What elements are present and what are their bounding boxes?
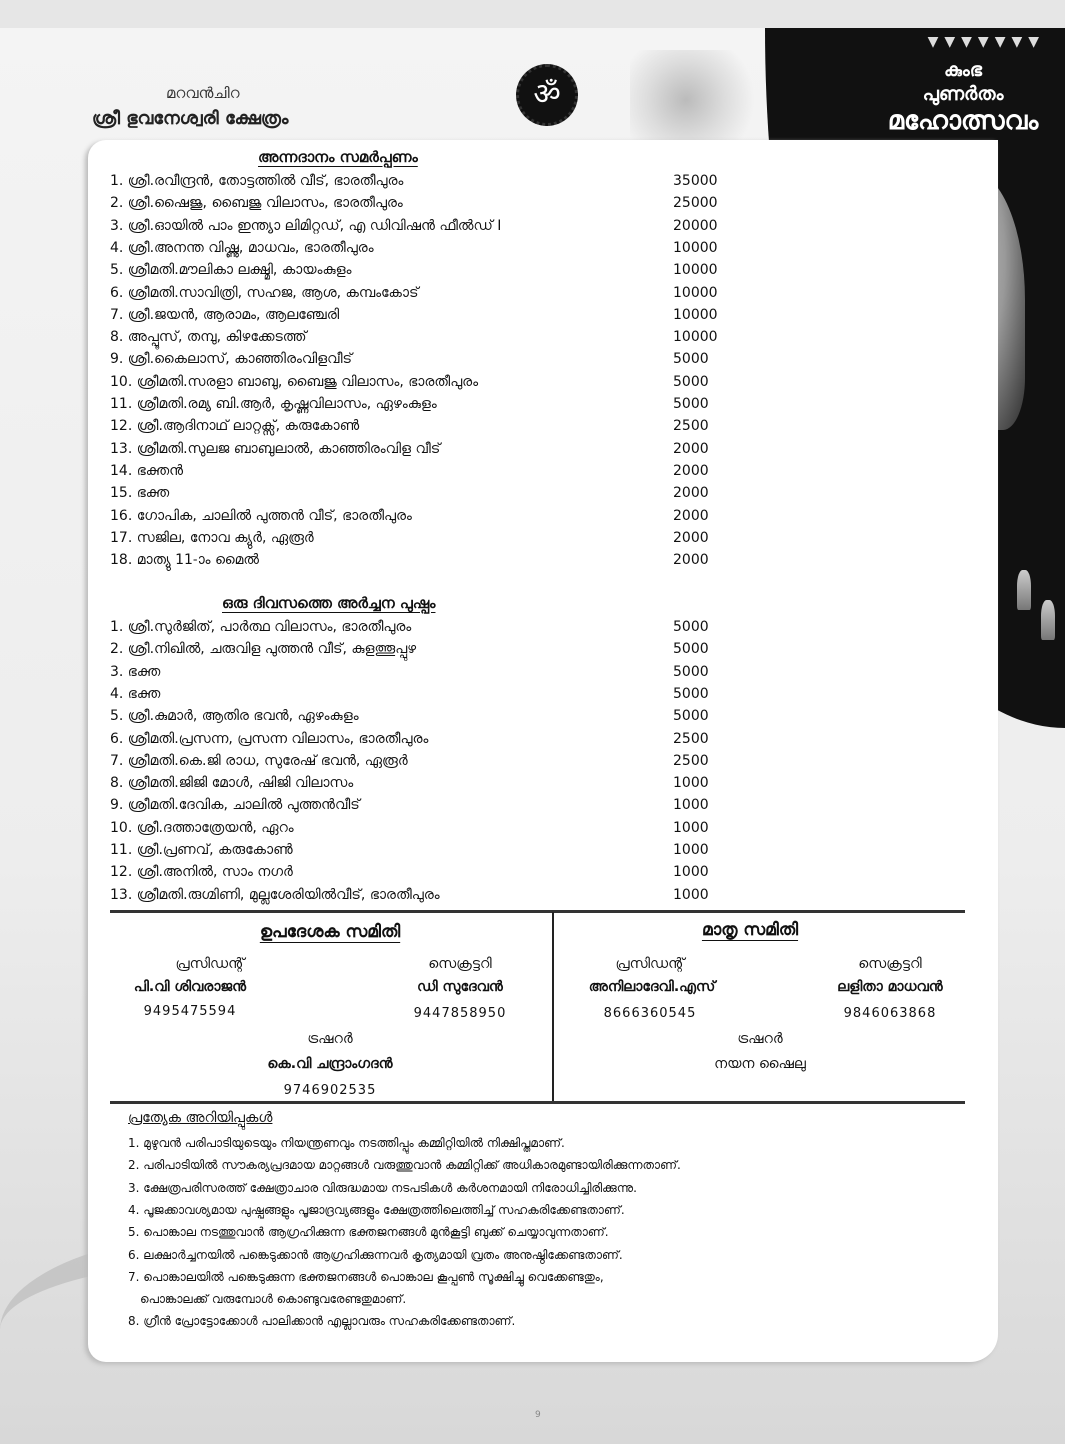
donation-amount: 5000	[673, 619, 709, 635]
list-item	[110, 192, 730, 214]
list-item	[110, 215, 730, 237]
notices-title: പ്രത്യേക അറിയിപ്പുകൾ	[128, 1110, 273, 1126]
notice-item: 1. മുഴുവൻ പരിപാടിയുടെയും നിയന്ത്രണവും നടത്തിപ്പും കമ്മിറ്റിയിൽ നിക്ഷിപ്തമാണ്.	[128, 1136, 565, 1150]
donation-amount: 2000	[673, 552, 709, 569]
donation-amount: 1000	[673, 775, 709, 792]
donor-name: 17. സജില, നോവ ക്യുർ, ഏരൂർ	[110, 529, 314, 546]
list-item	[110, 505, 730, 527]
secretary-name: ലളിതാ മാധവൻ	[837, 979, 943, 995]
donation-amount: 1000	[673, 819, 709, 836]
donation-amount: 10000	[673, 329, 718, 346]
donor-name: 2. ശ്രീ.നിഖിൽ, ചരുവിള പുത്തൻ വീട്, കുളത്തൂപ്പുഴ	[110, 641, 417, 658]
list-item	[110, 616, 730, 638]
treasurer-phone: 9746902535	[283, 1083, 377, 1098]
donor-name: 11. ശ്രീ.പ്രണവ്, കരുകോൺ	[110, 842, 293, 858]
donor-name: 5. ശ്രീമതി.മൗലികാ ലക്ഷ്മി, കായംകുളം	[110, 262, 352, 279]
list-item	[110, 750, 730, 772]
donor-name: 10. ശ്രീ.ദത്താത്രേയൻ, ഏറം	[110, 819, 294, 836]
donation-amount: 2000	[673, 462, 709, 479]
donor-name: 7. ശ്രീമതി.കെ.ജി രാധ, സുരേഷ് ഭവൻ, ഏരൂർ	[110, 752, 408, 769]
secretary-label: സെക്രട്ടറി	[428, 956, 492, 972]
donation-amount: 2500	[673, 730, 709, 747]
president-label: പ്രസിഡന്റ്	[175, 956, 245, 972]
president-label: പ്രസിഡന്റ്	[615, 956, 685, 972]
list-item	[110, 304, 730, 326]
donor-name: 3. ശ്രീ.ഓയിൽ പാം ഇന്ത്യാ ലിമിറ്റഡ്, എ ഡിവിഷൻ ഫീൽഡ് I	[110, 217, 502, 234]
list-item	[110, 460, 730, 482]
donation-amount: 2500	[673, 752, 709, 769]
donation-amount: 2000	[673, 440, 709, 457]
notice-item: പൊങ്കാലക്ക് വരുമ്പോൾ കൊണ്ടുവരേണ്ടതുമാണ്.	[140, 1292, 407, 1307]
donation-amount: 5000	[673, 373, 709, 390]
page-number: 9	[535, 1410, 541, 1420]
list-item	[110, 348, 730, 370]
treasurer-name: നയന ഷൈലു	[714, 1056, 806, 1072]
festival-line-3: മഹോത്സവം	[887, 106, 1039, 136]
notice-item: 5. പൊങ്കാല നടത്തുവാൻ ആഗ്രഹിക്കുന്ന ഭക്തജനങ്ങൾ മുൻകൂട്ടി ബുക്ക് ചെയ്യാവുന്നതാണ്.	[128, 1225, 609, 1240]
donation-amount: 1000	[673, 886, 709, 903]
donor-name: 13. ശ്രീമതി.സുലജ ബാബുലാൽ, കാഞ്ഞിരംവിള വീട്	[110, 440, 441, 457]
festival-title	[873, 58, 1053, 136]
donor-name: 14. ഭക്തൻ	[110, 462, 184, 479]
donor-name: 1. ശ്രീ.സുർജിത്, പാർത്ഥ വിലാസം, ഭാരതീപുരം	[110, 619, 412, 635]
list-item	[110, 371, 730, 393]
donor-name: 6. ശ്രീമതി.പ്രസന്ന, പ്രസന്ന വിലാസം, ഭാരതീപുരം	[110, 730, 429, 747]
list-item	[110, 728, 730, 750]
committee-title: ഉപദേശക സമിതി	[259, 922, 401, 942]
annadanam-title: അന്നദാനം സമർപ്പണം	[258, 148, 418, 166]
donor-name: 8. അപ്പൂസ്, തമ്പു, കിഴക്കേടത്ത്	[110, 329, 307, 346]
donation-amount: 10000	[673, 239, 718, 256]
donation-amount: 10000	[673, 262, 718, 279]
donor-name: 8. ശ്രീമതി.ജിജി മോൾ, ഷിജി വിലാസം	[110, 775, 354, 792]
archana-title: ഒരു ദിവസത്തെ അർച്ചന പുഷ്പം	[222, 594, 436, 612]
donation-amount: 35000	[673, 173, 718, 189]
donation-amount: 2000	[673, 507, 709, 524]
list-item	[110, 661, 730, 683]
list-item	[110, 817, 730, 839]
notice-item: 8. ഗ്രീൻ പ്രോട്ടോക്കോൾ പാലിക്കാൻ എല്ലാവരും സഹകരിക്കേണ്ടതാണ്.	[128, 1314, 516, 1329]
president-phone: 9495475594	[143, 1004, 237, 1019]
list-item	[110, 683, 730, 705]
treasurer-label: ട്രഷറർ	[737, 1031, 783, 1047]
donation-amount: 5000	[673, 641, 709, 658]
donation-amount: 5000	[673, 685, 709, 702]
donor-name: 16. ഗോപിക, ചാലിൽ പുത്തൻ വീട്, ഭാരതീപുരം	[110, 507, 412, 524]
donor-name: 4. ഭക്ത	[110, 685, 161, 702]
donation-amount: 5000	[673, 708, 709, 725]
donation-amount: 5000	[673, 351, 709, 368]
donation-amount: 5000	[673, 663, 709, 680]
list-item	[110, 527, 730, 549]
list-item	[110, 884, 730, 906]
list-item	[110, 861, 730, 883]
donor-name: 12. ശ്രീ.അനിൽ, സാം നഗർ	[110, 864, 293, 881]
donor-name: 1. ശ്രീ.രവീന്ദ്രൻ, തോട്ടത്തിൽ വീട്, ഭാരതീപുരം	[110, 173, 404, 189]
donation-amount: 10000	[673, 284, 718, 301]
list-item	[110, 282, 730, 304]
donation-amount: 5000	[673, 396, 709, 412]
list-item	[110, 170, 730, 192]
secretary-name: ഡി സുദേവൻ	[417, 979, 503, 995]
donation-amount: 20000	[673, 217, 718, 234]
notice-item: 6. ലക്ഷാർച്ചനയിൽ പങ്കെടുക്കാൻ ആഗ്രഹിക്കുന്നവർ കൃത്യമായി വ്രതം അനുഷ്ഠിക്കേണ്ടതാണ്.	[128, 1247, 623, 1262]
president-name: അനിലാദേവി.എസ്	[588, 979, 716, 995]
donor-name: 7. ശ്രീ.ജയൻ, ആരാമം, ആലഞ്ചേരി	[110, 306, 340, 323]
donor-name: 4. ശ്രീ.അനന്ത വിഷ്ണു, മാധവം, ഭാരതീപുരം	[110, 239, 374, 256]
list-item	[110, 638, 730, 660]
list-item	[110, 415, 730, 437]
donor-name: 15. ഭക്ത	[110, 485, 170, 502]
notice-item: 4. പൂജക്കാവശ്യമായ പുഷ്പങ്ങളും പൂജാദ്രവ്യങ്ങളും ക്ഷേത്രത്തിലെത്തിച്ച് സഹകരിക്കേണ്ടതാണ്.	[128, 1202, 625, 1217]
donor-name: 6. ശ്രീമതി.സാവിത്രി, സഹജ, ആശ, കമ്പംകോട്	[110, 284, 419, 301]
donor-name: 13. ശ്രീമതി.രുഗ്മിണി, മുല്ലശേരിയിൽവീട്, ഭാരതീപുരം	[110, 886, 440, 903]
donor-name: 3. ഭക്ത	[110, 663, 161, 680]
temple-place: മറവൻചിറ	[166, 84, 240, 102]
divider	[110, 1101, 965, 1104]
secretary-phone: 9846063868	[843, 1006, 937, 1021]
donation-amount: 25000	[673, 195, 718, 212]
donation-amount: 1000	[673, 864, 709, 881]
donation-amount: 2000	[673, 529, 709, 546]
secretary-phone: 9447858950	[413, 1006, 507, 1021]
list-item	[110, 772, 730, 794]
donation-amount: 2000	[673, 485, 709, 502]
list-item	[110, 482, 730, 504]
donation-amount: 1000	[673, 842, 709, 858]
donor-name: 9. ശ്രീ.കൈലാസ്, കാഞ്ഞിരംവിളവീട്	[110, 351, 353, 368]
president-name: പി.വി ശിവരാജൻ	[133, 979, 247, 995]
temple-name: ശ്രീ ഭുവനേശ്വരി ക്ഷേത്രം	[92, 108, 289, 129]
donation-amount: 2500	[673, 418, 709, 435]
om-icon: ॐ	[516, 64, 578, 126]
treasurer-name: കെ.വി ചന്ദ്രാംഗദൻ	[267, 1056, 393, 1072]
list-item	[110, 549, 730, 571]
festival-line-1: കുംഭ	[943, 59, 983, 81]
donor-name: 9. ശ്രീമതി.ദേവിക, ചാലിൽ പുത്തൻവീട്	[110, 797, 360, 814]
notice-item: 3. ക്ഷേത്രപരിസരത്ത് ക്ഷേത്രാചാര വിരുദ്ധമായ നടപടികൾ കർശനമായി നിരോധിച്ചിരിക്കുന്നു.	[128, 1180, 637, 1195]
list-item	[110, 794, 730, 816]
president-phone: 8666360545	[603, 1006, 697, 1021]
donor-name: 10. ശ്രീമതി.സരളാ ബാബു, ബൈജു വിലാസം, ഭാരതീപുരം	[110, 373, 479, 390]
notice-item: 2. പരിപാടിയിൽ സൗകര്യപ്രദമായ മാറ്റങ്ങൾ വരുത്തുവാൻ കമ്മിറ്റിക്ക് അധികാരമുണ്ടായിരിക്കുന്നതാണ്.	[128, 1158, 681, 1173]
list-item	[110, 393, 730, 415]
top-band	[0, 0, 1065, 28]
list-item	[110, 705, 730, 727]
list-item	[110, 326, 730, 348]
secretary-label: സെക്രട്ടറി	[858, 956, 922, 972]
list-item	[110, 839, 730, 861]
list-item	[110, 438, 730, 460]
festival-line-2: പുണർതം	[922, 83, 1004, 105]
donor-name: 2. ശ്രീ.ഷൈജു, ബൈജു വിലാസം, ഭാരതീപുരം	[110, 195, 403, 212]
donor-name: 11. ശ്രീമതി.രമ്യ ബി.ആർ, കൃഷ്ണവിലാസം, ഏഴംകുളം	[110, 396, 437, 412]
divider	[110, 910, 965, 913]
donor-name: 18. മാത്യു 11-ാം മൈൽ	[110, 552, 260, 569]
treasurer-label: ട്രഷറർ	[307, 1031, 353, 1047]
donor-name: 12. ശ്രീ.ആദിനാഥ് ലാറ്റക്സ്, കരുകോൺ	[110, 418, 360, 435]
floral-ornament	[630, 50, 770, 150]
donor-name: 5. ശ്രീ.കുമാർ, ആതിര ഭവൻ, ഏഴംകുളം	[110, 708, 359, 725]
committee-title: മാതൃ സമിതി	[701, 920, 799, 940]
list-item	[110, 237, 730, 259]
donation-amount: 10000	[673, 306, 718, 323]
bunting-flags-icon: ▼▼▼▼▼▼▼	[927, 34, 1045, 50]
list-item	[110, 259, 730, 281]
notice-item: 7. പൊങ്കാലയിൽ പങ്കെടുക്കുന്ന ഭക്തജനങ്ങൾ പൊങ്കാല കൂപ്പൺ സൂക്ഷിച്ചു വെക്കേണ്ടതും,	[128, 1269, 604, 1284]
donation-amount: 1000	[673, 797, 709, 814]
